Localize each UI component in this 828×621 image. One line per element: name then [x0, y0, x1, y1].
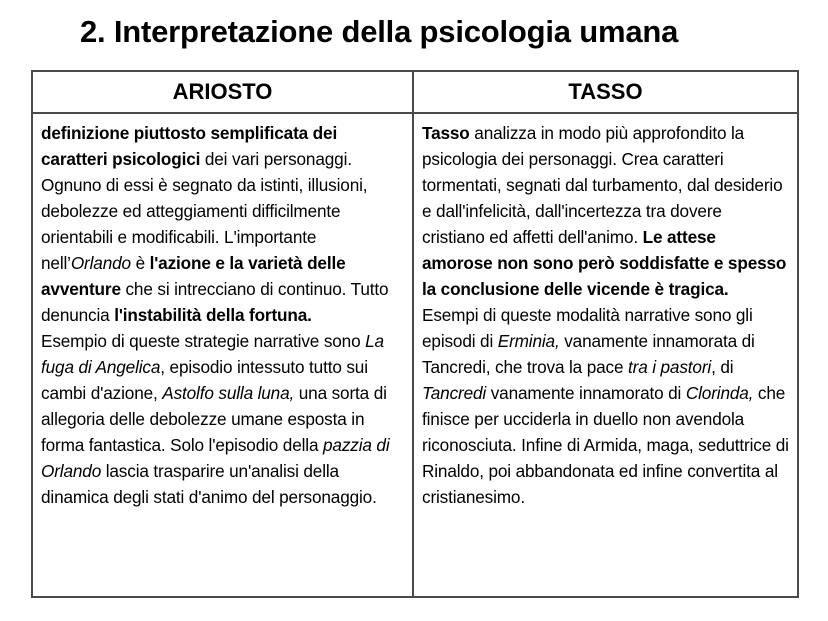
ariosto-text-run: lascia trasparire un'analisi della dinamica degli stati d'animo del personaggio. — [41, 461, 377, 507]
tasso-cell — [413, 113, 798, 597]
tasso-text-run: Le attese amorose non sono però soddisfatte e spesso la conclusione delle vicende è tragica. — [422, 227, 787, 299]
tasso-text-run: che finisce per ucciderla in duello non avendola riconosciuta. Infine di Armida, maga, seduttrice di Rinaldo, poi abbandonata ed infine convertita al cristianesimo. — [422, 383, 789, 507]
ariosto-text-run: Astolfo sulla luna, — [162, 383, 295, 403]
ariosto-text-run: dei vari personaggi. Ognuno di essi è segnato da istinti, illusioni, debolezze ed atteggiamenti difficilmente orientabili e modificabili. L'importante nell’ — [41, 149, 368, 273]
tasso-text-run: Clorinda, — [685, 383, 754, 403]
ariosto-text-run: una sorta di allegoria delle debolezze umane esposta in forma fantastica. Solo l'episodio della — [41, 383, 387, 455]
tasso-text-run: , di — [711, 357, 734, 377]
tasso-text-run: Erminia, — [497, 331, 560, 351]
ariosto-text-run: Esempio di queste strategie narrative sono — [41, 331, 366, 351]
column-header-ariosto: ARIOSTO — [32, 71, 413, 113]
ariosto-cell — [32, 113, 413, 597]
ariosto-text-run: definizione piuttosto semplificata dei caratteri psicologici — [41, 123, 338, 169]
tasso-text-run: Esempi di queste modalità narrative sono gli episodi di — [422, 305, 753, 351]
tasso-text-run: Tasso — [422, 123, 470, 143]
column-header-tasso: TASSO — [413, 71, 798, 113]
table-row — [32, 113, 798, 597]
table-header-row — [32, 71, 798, 113]
tasso-text-run: Tancredi — [422, 383, 487, 403]
page-title: 2. Interpretazione della psicologia umana — [80, 14, 679, 49]
ariosto-text-run: Orlando — [70, 253, 131, 273]
ariosto-text-run: l'azione e la varietà delle avventure — [41, 253, 346, 299]
ariosto-text-run: che si intrecciano di continuo. Tutto denuncia — [41, 279, 389, 325]
ariosto-text-run: è — [130, 253, 150, 273]
tasso-text-run: vanamente innamorata di Tancredi, che trova la pace — [422, 331, 755, 377]
comparison-table — [31, 70, 799, 598]
ariosto-text-run: pazzia di Orlando — [41, 435, 390, 481]
tasso-text-run: tra i pastori — [628, 357, 712, 377]
ariosto-text-run: La fuga di Angelica — [41, 331, 384, 377]
tasso-text-run: vanamente innamorato di — [486, 383, 686, 403]
ariosto-text-run: l'instabilità della fortuna. — [114, 305, 312, 325]
ariosto-text-run: , episodio intessuto tutto sui cambi d'azione, — [41, 357, 368, 403]
tasso-text-run: analizza in modo più approfondito la psicologia dei personaggi. Crea caratteri tormentati, segnati dal turbamento, dal desiderio e dall'infelicità, dall'incertezza tra dovere cristiano ed affetti dell'animo. — [422, 123, 783, 247]
